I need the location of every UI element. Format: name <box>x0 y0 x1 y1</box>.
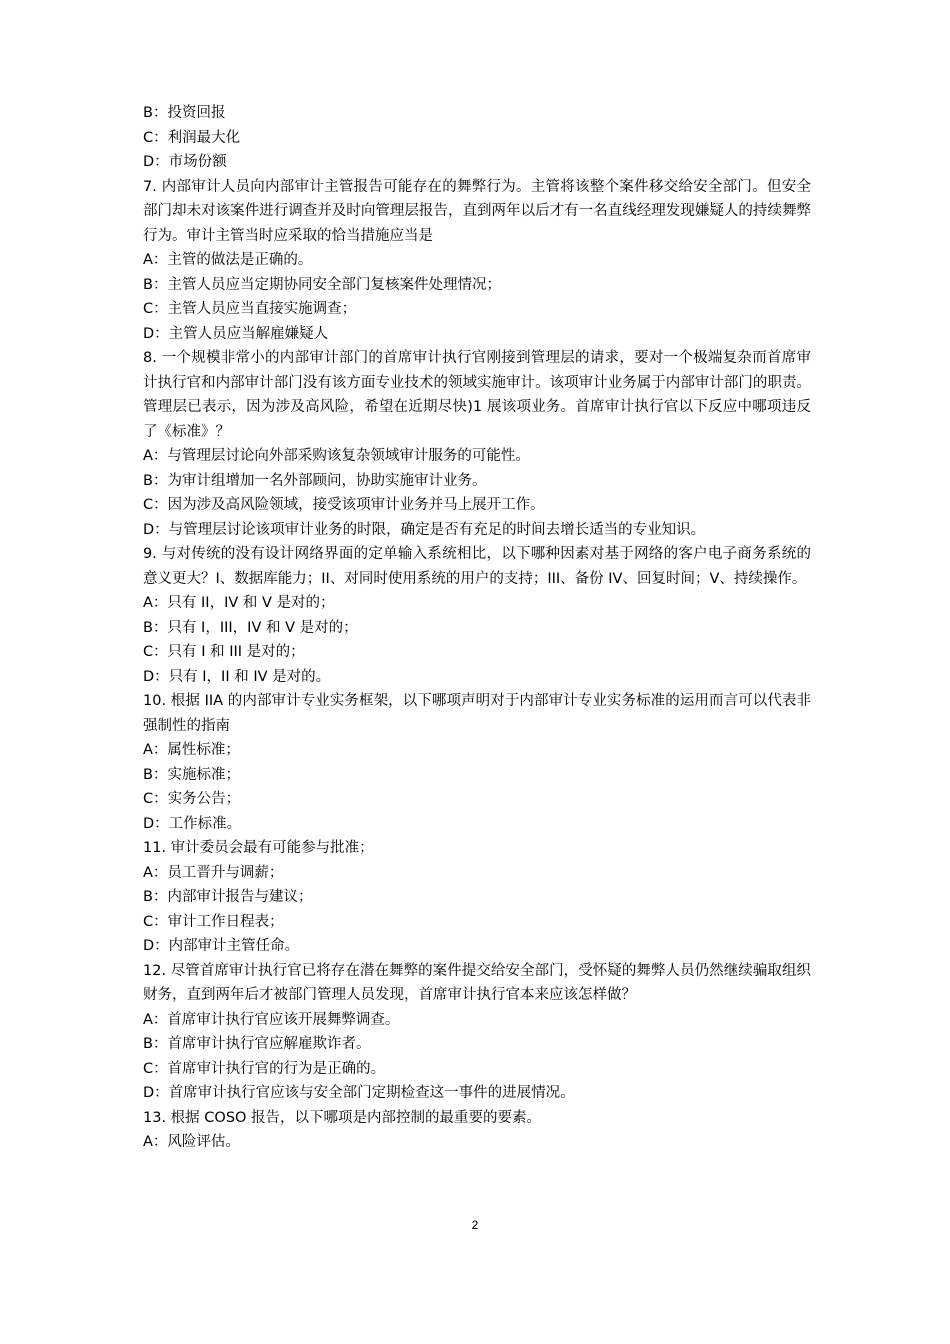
answer-option: B：投资回报 <box>143 105 226 121</box>
question-text: 9. 与对传统的没有设计网络界面的定单输入系统相比，以下哪种因素对基于网络的客户电子商务系统的意义更大？I、数据库能力；II、对同时使用系统的用户的支持；III、备份 IV、回复时间；V、持续操作。 <box>143 546 811 587</box>
answer-option: A：与管理层讨论向外部采购该复杂领域审计服务的可能性。 <box>143 448 530 464</box>
answer-option: B：为审计组增加一名外部顾问，协助实施审计业务。 <box>143 472 487 489</box>
question-text: 13. 根据 COSO 报告，以下哪项是内部控制的最重要的要素。 <box>143 1109 542 1126</box>
answer-option: A：员工晋升与调薪； <box>143 864 284 881</box>
question-text: 8. 一个规模非常小的内部审计部门的首席审计执行官刚接到管理层的请求，要对一个极端复杂而首席审计执行官和内部审计部门没有该方面专业技术的领域实施审计。该项审计业务属于内部审计部门的职责。管理层已表示，因为涉及高风险，希望在近期尽快)1 展该项业务。首席审计执行官以下反应中哪项违反了《标准》？ <box>143 350 811 440</box>
answer-option: C：因为涉及高风险领域，接受该项审计业务并马上展开工作。 <box>143 497 545 513</box>
page-body <box>143 101 811 1155</box>
question-text: 11. 审计委员会最有可能参与批准； <box>143 840 374 856</box>
answer-option: D：内部审计主管任命。 <box>143 938 300 954</box>
answer-option: B：只有 I，III，IV 和 V 是对的； <box>143 619 358 636</box>
answer-option: B：实施标准； <box>143 766 240 783</box>
answer-option: A：首席审计执行官应该开展舞弊调查。 <box>143 1011 400 1028</box>
answer-option: D：与管理层讨论该项审计业务的时限，确定是否有充足的时间去增长适当的专业知识。 <box>143 521 706 538</box>
answer-option: D：首席审计执行官应该与安全部门定期检查这一事件的进展情况。 <box>143 1085 575 1101</box>
answer-option: A：只有 II，IV 和 V 是对的； <box>143 595 335 611</box>
answer-option: D：工作标准。 <box>143 815 242 832</box>
answer-option: C：只有 I 和 III 是对的； <box>143 644 305 660</box>
page-number: 2 <box>471 1218 479 1232</box>
question-text: 10. 根据 IIA 的内部审计专业实务框架，以下哪项声明对于内部审计专业实务标准的运用而言可以代表非强制性的指南 <box>143 693 811 734</box>
answer-option: D：市场份额 <box>143 154 227 170</box>
question-text: 12. 尽管首席审计执行官已将存在潜在舞弊的案件提交给安全部门，受怀疑的舞弊人员仍然继续骗取组织财务，直到两年后才被部门管理人员发现，首席审计执行官本来应该怎样做？ <box>143 962 811 1003</box>
answer-option: C：审计工作日程表； <box>143 913 284 930</box>
answer-option: B：首席审计执行官应解雇欺诈者。 <box>143 1036 371 1052</box>
answer-option: A：风险评估。 <box>143 1134 240 1150</box>
answer-option: C：首席审计执行官的行为是正确的。 <box>143 1060 386 1077</box>
question-text: 7. 内部审计人员向内部审计主管报告可能存在的舞弊行为。主管将该整个案件移交给安全部门。但安全部门却未对该案件进行调查并及时向管理层报告，直到两年以后才有一名直线经理发现嫌疑人的持续舞弊行为。审计主管当时应采取的恰当措施应当是 <box>143 178 811 244</box>
answer-option: B：内部审计报告与建议； <box>143 889 313 905</box>
answer-option: C：利润最大化 <box>143 129 241 146</box>
answer-option: C：实务公告； <box>143 791 241 807</box>
answer-option: D：主管人员应当解雇嫌疑人 <box>143 325 329 342</box>
answer-option: D：只有 I，II 和 IV 是对的。 <box>143 668 331 685</box>
answer-option: A：属性标准； <box>143 742 240 758</box>
answer-option: B：主管人员应当定期协同安全部门复核案件处理情况； <box>143 276 501 293</box>
answer-option: A：主管的做法是正确的。 <box>143 252 313 268</box>
answer-option: C：主管人员应当直接实施调查； <box>143 301 357 317</box>
